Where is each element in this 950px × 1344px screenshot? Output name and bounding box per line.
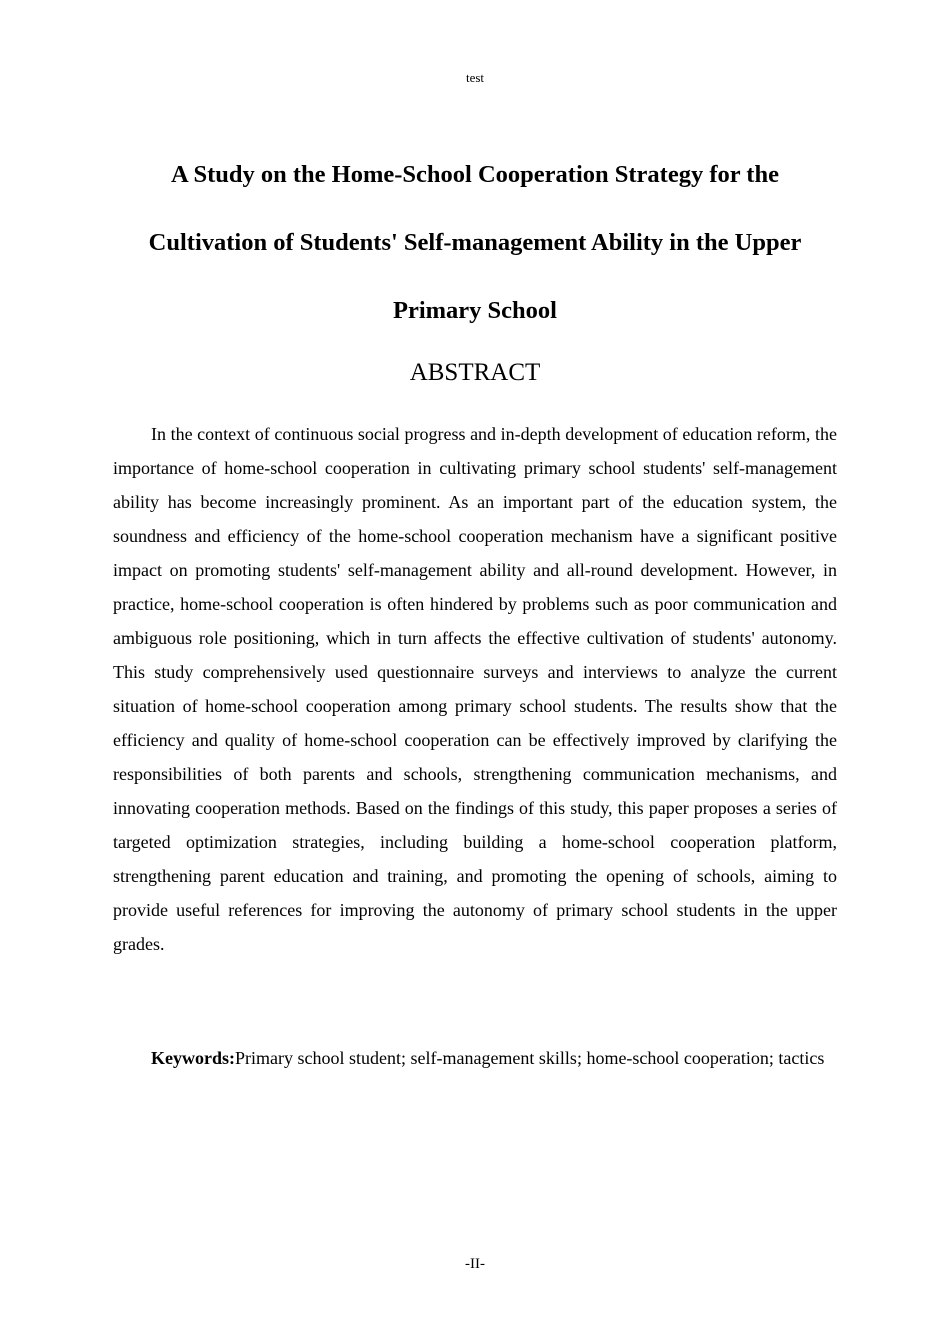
title-line: A Study on the Home-School Cooperation Strategy for the [171,161,779,188]
keywords-label: Keywords: [151,1048,235,1068]
keywords-text: Primary school student; self-management skills; home-school cooperation; tactics [235,1048,825,1068]
title-line: Primary School [393,297,557,324]
abstract-heading: ABSTRACT [409,359,541,386]
paper-title [113,141,837,345]
title-line: Cultivation of Students' Self-management Ability in the Upper [148,229,802,256]
abstract-paragraph: In the context of continuous social progress and in-depth development of education reform, the importance of home-school cooperation in cultivating primary school students' self-management ability has become increasingly prominent. As an important part of the education system, the soundness and efficiency of the home-school cooperation mechanism have a significant positive impact on promoting students' self-management ability and all-round development. However, in practice, home-school cooperation is often hindered by problems such as poor communication and ambiguous role positioning, which in turn affects the effective cultivation of students' autonomy. This study comprehensively used questionnaire surveys and interviews to analyze the current situation of home-school cooperation among primary school students. The results show that the efficiency and quality of home-school cooperation can be effectively improved by clarifying the responsibilities of both parents and schools, strengthening communication mechanisms, and innovating cooperation methods. Based on the findings of this study, this paper proposes a series of targeted optimization strategies, including building a home-school cooperation platform, strengthening parent education and training, and promoting the opening of schools, aiming to provide useful references for improving the autonomy of primary school students in the upper grades. [113,424,837,954]
running-header: test [465,70,485,85]
page-number: -II- [465,1256,485,1272]
keywords-paragraph [113,1041,837,1075]
